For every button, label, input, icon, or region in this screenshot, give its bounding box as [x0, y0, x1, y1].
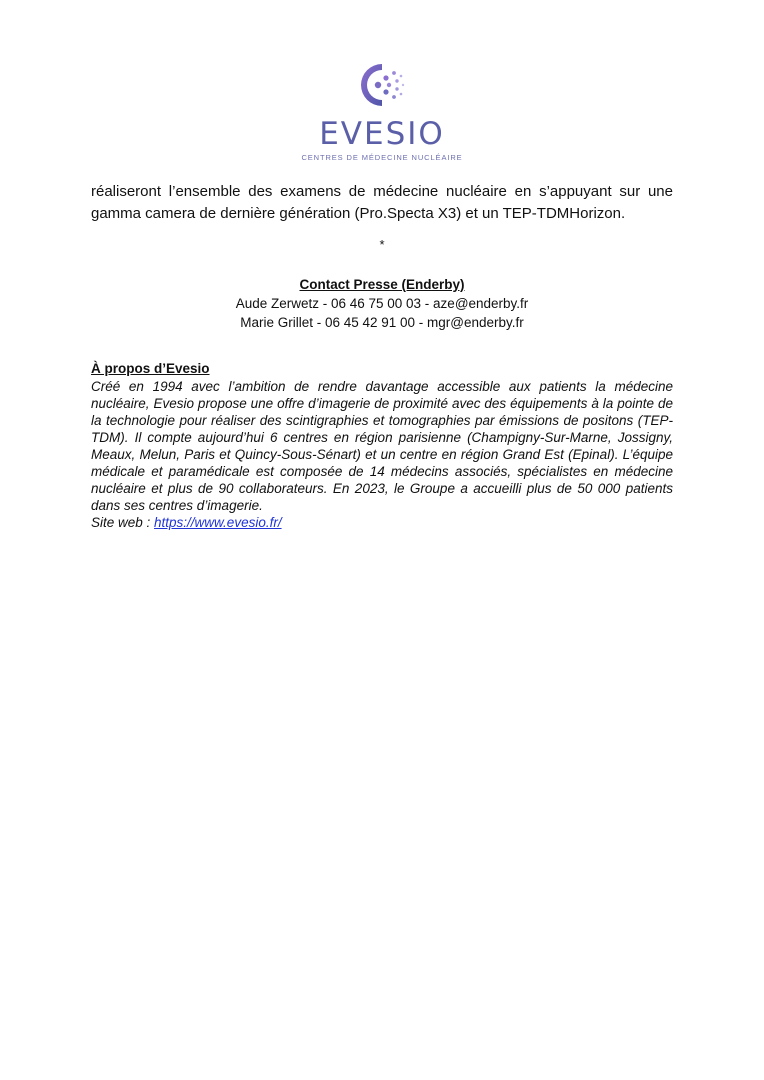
website-line	[91, 514, 673, 531]
website-link[interactable]: https://www.evesio.fr/	[154, 515, 282, 530]
evesio-logo-icon	[354, 60, 410, 110]
about-paragraph: Créé en 1994 avec l’ambition de rendre davantage accessible aux patients la médecine nucléaire, Evesio propose une offre d’imagerie de proximité avec des équipements à la pointe de la technologie pour réaliser des scintigraphies et tomographies par émissions de positons (TEP-TDM). Il compte aujourd’hui 6 centres en région parisienne (Champigny-Sur-Marne, Jossigny, Meaux, Melun, Paris et Quincy-Sous-Sénart) et un centre en région Grand Est (Epinal). L’équipe médicale et paramédicale est composée de 14 médecins associés, spécialistes en médecine nucléaire et plus de 90 collaborateurs. En 2023, le Groupe a accueilli plus de 50 000 patients dans ses centres d’imagerie.	[91, 379, 673, 513]
intro-paragraph: réaliseront l’ensemble des examens de médecine nucléaire en s’appuyant sur une gamma camera de dernière génération (Pro.Specta X3) et un TEP-TDMHorizon.	[91, 183, 673, 222]
about-section	[91, 360, 673, 531]
press-contact-line: Marie Grillet - 06 45 42 91 00 - mgr@enderby.fr	[240, 315, 524, 330]
logo-tagline: CENTRES DE MÉDECINE NUCLÉAIRE	[301, 153, 463, 162]
evesio-logo	[0, 60, 764, 162]
press-contact	[0, 275, 764, 332]
logo-wordmark: EVESIO	[319, 116, 445, 152]
about-title: À propos d’Evesio	[91, 361, 210, 376]
website-label: Site web :	[91, 515, 155, 530]
section-separator: *	[379, 237, 385, 252]
press-contact-line: Aude Zerwetz - 06 46 75 00 03 - aze@enderby.fr	[235, 296, 529, 311]
press-contact-title: Contact Presse (Enderby)	[299, 277, 465, 292]
